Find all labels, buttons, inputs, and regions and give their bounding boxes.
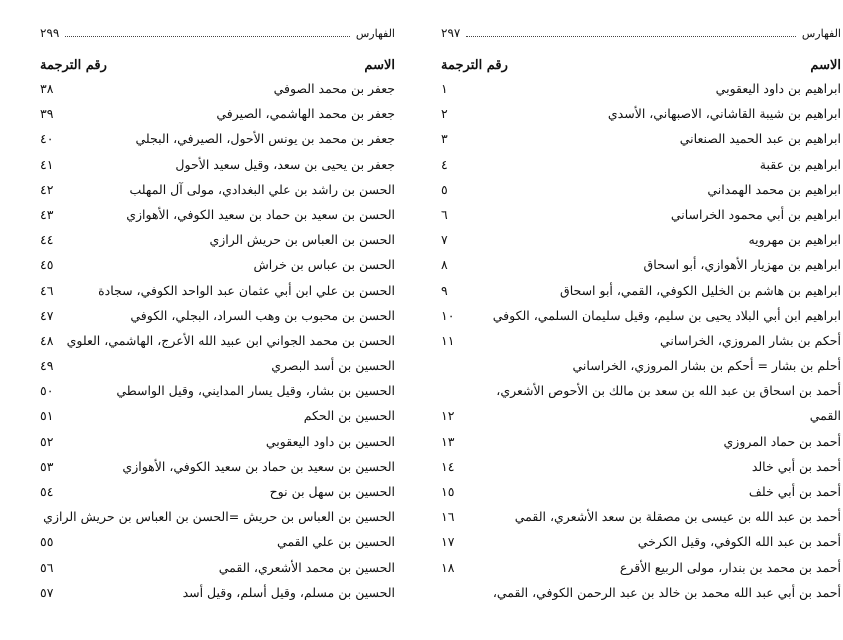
entry-name: الحسين بن أسد البصري <box>271 358 395 374</box>
entry-number: ٥٦ <box>40 559 54 575</box>
entry-name: الحسين بن سعيد بن حماد بن سعيد الكوفي، الأهوازي <box>122 458 395 474</box>
entry-name: الحسين بن مسلم، وقيل أسلم، وقيل أسد <box>182 584 395 600</box>
entry-name: ابراهيم بن مهرويه <box>748 232 841 248</box>
index-entry <box>441 229 841 254</box>
entry-name: الحسن بن سعيد بن حماد بن سعيد الكوفي، الأهوازي <box>126 206 395 222</box>
entry-name: جعفر بن محمد الصوفي <box>273 81 395 96</box>
right-page <box>441 0 841 640</box>
index-entry <box>40 305 395 330</box>
index-entry <box>441 380 841 405</box>
index-entry <box>40 179 395 204</box>
index-entry <box>441 330 841 355</box>
index-entry <box>40 154 395 179</box>
entry-number: ٤٣ <box>40 206 54 222</box>
index-entry <box>441 456 841 481</box>
entry-number: ١٠ <box>441 307 455 323</box>
entry-name: الحسين بن داود اليعقوبي <box>265 433 395 449</box>
entry-number: ٤٤ <box>40 232 54 248</box>
entry-number: ٣٨ <box>40 81 54 96</box>
entry-number: ٥ <box>441 181 448 197</box>
entry-number: ٧ <box>441 232 448 248</box>
entry-number: ٥٢ <box>40 433 54 449</box>
index-entry <box>441 355 841 380</box>
entry-number: ٨ <box>441 257 448 273</box>
entry-number: ٥٠ <box>40 383 54 399</box>
entry-number: ٤٥ <box>40 257 54 273</box>
entry-number: ٥٣ <box>40 458 54 474</box>
entry-name: أحكم بن بشار المروزي، الخراساني <box>660 332 841 348</box>
entry-number: ٤٧ <box>40 307 54 323</box>
entry-name: أحمد بن عبد الله بن عيسى بن مصقلة بن سعد الأشعري، القمي <box>514 509 841 525</box>
entry-number: ٥٤ <box>40 484 54 499</box>
entry-number: ٥١ <box>40 408 54 424</box>
entry-number: ٤ <box>441 156 448 172</box>
entry-name: جعفر بن محمد بن يونس الأحول، الصيرفي، البجلي <box>135 131 395 147</box>
entry-name: ابراهيم بن عبد الحميد الصنعاني <box>679 131 841 147</box>
name-column-header: الاسم <box>364 58 395 73</box>
index-entry <box>441 179 841 204</box>
entry-number: ٤١ <box>40 156 54 172</box>
entry-number: ١٢ <box>441 408 455 424</box>
index-entry <box>40 229 395 254</box>
index-entry <box>40 103 395 128</box>
entry-name: ابراهيم بن شيبة القاشاني، الاصبهاني، الأسدي <box>607 106 841 122</box>
index-entry <box>40 355 395 380</box>
index-entry <box>40 557 395 582</box>
header-title: الفهارس <box>801 26 841 40</box>
entry-number: ٤٦ <box>40 282 54 298</box>
entry-number: ٥٧ <box>40 584 54 600</box>
index-entry <box>441 128 841 153</box>
entry-name: أحمد بن أبي خالد <box>751 458 841 474</box>
entry-name: ابراهيم بن أبي محمود الخراساني <box>670 206 841 222</box>
entry-name: الحسن بن العباس بن حريش الرازي <box>209 232 395 248</box>
entry-name: أحلم بن بشار = أحكم بن بشار المروزي، الخراساني <box>572 358 841 374</box>
index-entry <box>40 254 395 279</box>
index-entry <box>40 456 395 481</box>
index-entry <box>40 582 395 607</box>
entry-number: ١٤ <box>441 458 455 474</box>
entry-name: ابراهيم بن محمد الهمداني <box>707 181 841 197</box>
entry-name: الحسن بن محمد الجواني ابن عبيد الله الأعرج، الهاشمي، العلوي <box>66 332 395 348</box>
page-number: ٢٩٩ <box>40 26 60 40</box>
header-title: الفهارس <box>355 26 395 40</box>
entry-number: ١٣ <box>441 433 455 449</box>
entry-name: جعفر بن محمد الهاشمي، الصيرفي <box>216 106 395 122</box>
entry-number: ٩ <box>441 282 448 298</box>
entry-name: الحسين بن بشار، وقيل يسار المدايني، وقيل الواسطي <box>116 383 395 399</box>
index-entry <box>441 531 841 556</box>
entry-number: ١٧ <box>441 534 455 550</box>
index-entry <box>441 204 841 229</box>
entry-name: الحسن بن علي ابن أبي عثمان عبد الواحد الكوفي، سجادة <box>98 282 395 298</box>
entry-name: أحمد بن أبي عبد الله محمد بن خالد بن عبد الرحمن الكوفي، القمي، <box>492 584 841 600</box>
entry-number: ٦ <box>441 206 448 222</box>
index-entry <box>441 405 841 430</box>
index-entry <box>441 506 841 531</box>
entry-number: ١٨ <box>441 559 455 575</box>
entry-name: الحسين بن علي القمي <box>277 534 395 550</box>
index-entry <box>40 531 395 556</box>
index-entry <box>40 506 395 531</box>
index-entry <box>441 431 841 456</box>
running-header <box>40 24 395 42</box>
entry-number: ٤٢ <box>40 181 54 197</box>
column-headers <box>40 58 395 78</box>
entry-name: ابراهيم ابن أبي البلاد يحيى بن سليم، وقيل سليمان السلمي، الكوفي <box>492 307 841 323</box>
entry-name: الحسين بن الحكم <box>303 408 395 424</box>
index-entry <box>40 481 395 506</box>
column-headers <box>441 58 841 78</box>
entry-name: الحسين بن محمد الأشعري، القمي <box>218 559 395 575</box>
entry-name: ابراهيم بن هاشم بن الخليل الكوفي، القمي، أبو اسحاق <box>560 282 841 298</box>
entry-number: ٣ <box>441 131 448 147</box>
entry-name: ابراهيم بن داود اليعقوبي <box>715 81 841 96</box>
index-entry <box>441 481 841 506</box>
entry-name: القمي <box>809 408 841 424</box>
index-entry <box>441 154 841 179</box>
entry-name: الحسن بن عباس بن خراش <box>253 257 395 273</box>
entry-number: ١١ <box>441 332 455 348</box>
index-entry <box>40 330 395 355</box>
index-entry <box>40 380 395 405</box>
entry-name: ابراهيم بن مهزيار الأهوازي، أبو اسحاق <box>643 257 841 273</box>
index-entry <box>40 204 395 229</box>
entry-name: أحمد بن عبد الله الكوفي، وقيل الكرخي <box>637 534 841 550</box>
entry-number: ١٥ <box>441 484 455 499</box>
index-entry <box>40 280 395 305</box>
index-list <box>40 78 395 607</box>
entry-name: جعفر بن يحيى بن سعد، وقيل سعيد الأحول <box>175 156 395 172</box>
left-page <box>40 0 395 640</box>
entry-name: أحمد بن حماد المروزي <box>723 433 841 449</box>
name-column-header: الاسم <box>810 58 841 73</box>
index-entry <box>40 78 395 103</box>
header-dot-leader <box>65 36 350 37</box>
header-dot-leader <box>466 36 796 37</box>
entry-number: ٤٩ <box>40 358 54 374</box>
entry-number: ٤٠ <box>40 131 54 147</box>
entry-name: الحسن بن محبوب بن وهب السراد، البجلي، الكوفي <box>130 307 395 323</box>
entry-name: أحمد بن أبي خلف <box>748 484 841 499</box>
entry-name: أحمد بن محمد بن بندار، مولى الربيع الأقرع <box>619 559 841 575</box>
number-column-header: رقم الترجمة <box>40 58 107 73</box>
entry-name: الحسين بن سهل بن نوح <box>269 484 395 499</box>
index-entry <box>441 305 841 330</box>
entry-name: الحسن بن راشد بن علي البغدادي، مولى آل المهلب <box>129 181 395 197</box>
index-entry <box>441 280 841 305</box>
index-entry <box>40 431 395 456</box>
entry-name: أحمد بن اسحاق بن عبد الله بن سعد بن مالك بن الأحوص الأشعري، <box>496 383 841 399</box>
index-entry <box>441 557 841 582</box>
entry-number: ٥٥ <box>40 534 54 550</box>
index-entry <box>441 582 841 607</box>
index-entry <box>441 254 841 279</box>
entry-name: ابراهيم بن عقبة <box>759 156 841 172</box>
index-entry <box>441 78 841 103</box>
entry-number: ٢ <box>441 106 448 122</box>
page-number: ٢٩٧ <box>441 26 461 40</box>
number-column-header: رقم الترجمة <box>441 58 508 73</box>
index-entry <box>40 405 395 430</box>
index-list <box>441 78 841 607</box>
entry-number: ٣٩ <box>40 106 54 122</box>
entry-name: الحسين بن العباس بن حريش =الحسن بن العباس بن حريش الرازي <box>43 509 395 525</box>
entry-number: ١ <box>441 81 448 96</box>
index-entry <box>441 103 841 128</box>
entry-number: ١٦ <box>441 509 455 525</box>
running-header <box>441 24 841 42</box>
index-entry <box>40 128 395 153</box>
entry-number: ٤٨ <box>40 332 54 348</box>
